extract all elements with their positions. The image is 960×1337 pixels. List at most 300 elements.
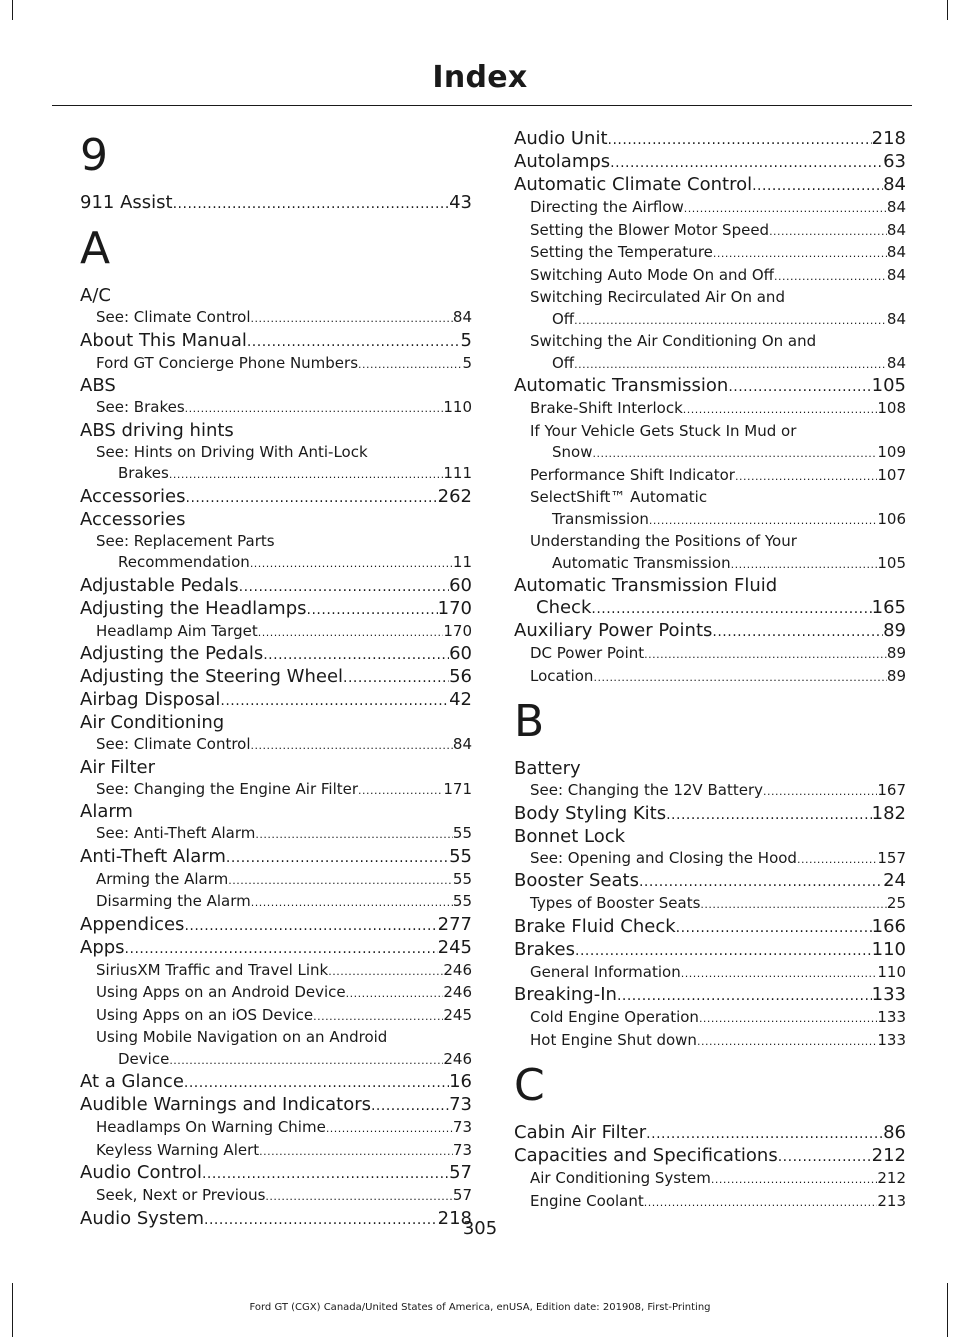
index-entry: [80, 891, 472, 914]
entry-text: SiriusXM Traffic and Travel Link: [96, 960, 329, 979]
dot-leader: [259, 1140, 453, 1163]
index-entry: [80, 666, 472, 689]
index-subentry-wrapped: [514, 487, 906, 531]
dot-leader: [173, 192, 450, 215]
entry-text: Device: [118, 1049, 170, 1068]
entry-text-line1: Switching the Air Conditioning On and: [530, 332, 817, 350]
entry-page-number: 73: [452, 1118, 472, 1136]
section-letter: B: [514, 696, 545, 747]
dot-leader: [169, 1049, 443, 1072]
entry-page-number: 182: [871, 802, 906, 824]
entry-text: Location: [530, 666, 594, 685]
dot-leader: [307, 598, 438, 621]
entry-text-line1: If Your Vehicle Gets Stuck In Mud or: [530, 421, 797, 440]
index-entry: [96, 1049, 472, 1072]
entry-text: Headlamps On Warning Chime: [96, 1118, 326, 1136]
entry-text: Setting the Temperature: [530, 243, 713, 261]
entry-page-number: 84: [452, 308, 472, 326]
index-entry: [80, 330, 472, 353]
entry-page-number: 107: [877, 465, 906, 484]
entry-text: DC Power Point: [530, 644, 645, 662]
entry-text: Brake Fluid Check: [514, 915, 676, 937]
title-divider: [52, 105, 912, 106]
entry-page-number: 165: [871, 597, 906, 618]
index-heading: ABS driving hints: [80, 419, 234, 441]
index-entry: [530, 553, 906, 576]
index-subentry-wrapped: [80, 531, 472, 575]
entry-text: Anti-Theft Alarm: [80, 845, 226, 867]
index-entry: [80, 823, 472, 846]
entry-text: At a Glance: [80, 1071, 184, 1092]
section-letter: A: [80, 223, 111, 274]
index-entry: [514, 197, 906, 220]
dot-leader: [700, 893, 887, 916]
index-entry: [514, 597, 906, 620]
dot-leader: [125, 937, 438, 960]
entry-text: Using Apps on an Android Device: [96, 983, 346, 1001]
entry-text-line1: SelectShift™ Automatic: [530, 488, 708, 506]
index-column-right: [514, 128, 906, 1213]
entry-page-number: 212: [877, 1169, 906, 1187]
dot-leader: [731, 553, 878, 576]
entry-text: Seek, Next or Previous: [96, 1186, 266, 1204]
entry-page-number: 218: [871, 128, 906, 149]
index-entry: [514, 398, 906, 421]
dot-leader: [683, 398, 878, 421]
entry-text: Headlamp Aim Target: [96, 621, 258, 640]
entry-page-number: 245: [437, 936, 472, 958]
index-entry: [80, 779, 472, 802]
entry-text: Transmission: [552, 509, 649, 528]
entry-text: Autolamps: [514, 151, 611, 172]
entry-text: Adjusting the Pedals: [80, 643, 264, 664]
entry-text: Booster Seats: [514, 870, 639, 891]
entry-page-number: 262: [437, 485, 472, 507]
dot-leader: [649, 509, 877, 532]
entry-page-number: 5: [460, 329, 472, 351]
dot-leader: [251, 891, 453, 914]
entry-page-number: 84: [886, 309, 906, 328]
entry-page-number: 277: [437, 913, 472, 935]
dot-leader: [778, 1145, 872, 1168]
entry-page-number: 11: [452, 553, 472, 571]
entry-page-number: 157: [877, 848, 906, 867]
entry-page-number: 55: [452, 892, 472, 910]
index-entry: [514, 1145, 906, 1168]
dot-leader: [371, 1094, 449, 1117]
entry-page-number: 16: [449, 1071, 472, 1092]
dot-leader: [258, 621, 444, 644]
dot-leader: [251, 307, 453, 330]
dot-leader: [184, 1071, 449, 1094]
index-entry: [80, 1162, 472, 1185]
dot-leader: [617, 984, 872, 1007]
entry-page-number: 84: [886, 243, 906, 261]
entry-text-line1: Automatic Transmission Fluid: [514, 575, 778, 596]
index-entry: [514, 265, 906, 288]
entry-text: Types of Booster Seats: [530, 894, 701, 912]
entry-text: Capacities and Specifications: [514, 1145, 778, 1166]
entry-text: 911 Assist: [80, 192, 173, 213]
dot-leader: [608, 128, 872, 151]
entry-page-number: 84: [886, 198, 906, 216]
index-heading: Accessories: [80, 508, 186, 530]
index-entry: [514, 174, 906, 197]
page-title: Index: [432, 60, 528, 95]
index-entry: [80, 1185, 472, 1208]
entry-text: Adjusting the Headlamps: [80, 597, 307, 619]
dot-leader: [769, 220, 887, 243]
index-subentry-wrapped: [80, 1027, 472, 1071]
entry-page-number: 111: [443, 464, 472, 482]
entry-text: Ford GT Concierge Phone Numbers: [96, 353, 359, 372]
entry-page-number: 167: [877, 781, 906, 799]
entry-text: Using Apps on an iOS Device: [96, 1005, 314, 1024]
entry-text: Breaking-In: [514, 984, 617, 1005]
dot-leader: [697, 1030, 877, 1053]
entry-page-number: 84: [886, 220, 906, 239]
dot-leader: [592, 442, 877, 465]
dot-leader: [644, 643, 887, 666]
section-letter: C: [514, 1060, 545, 1111]
index-entry: [514, 666, 906, 689]
dot-leader: [313, 1005, 443, 1028]
entry-text: Audio Unit: [514, 128, 608, 149]
entry-page-number: 5: [462, 353, 472, 372]
index-entry: [96, 552, 472, 575]
index-entry: [530, 509, 906, 532]
dot-leader: [346, 982, 444, 1005]
index-entry: [514, 1191, 906, 1214]
entry-page-number: 246: [443, 983, 472, 1001]
entry-page-number: 133: [871, 984, 906, 1005]
entry-text: Air Conditioning System: [530, 1169, 711, 1187]
index-subentry-wrapped: [514, 287, 906, 331]
dot-leader: [265, 1185, 452, 1208]
entry-page-number: 106: [877, 509, 906, 528]
dot-leader: [774, 265, 887, 288]
index-entry: [80, 621, 472, 644]
entry-text: Directing the Airflow: [530, 198, 684, 216]
entry-text: Hot Engine Shut down: [530, 1030, 697, 1049]
entry-page-number: 246: [443, 960, 472, 979]
index-entry: [514, 939, 906, 962]
entry-text: Arming the Alarm: [96, 869, 229, 888]
entry-page-number: 42: [449, 689, 472, 710]
entry-text: Audio System: [80, 1207, 205, 1229]
entry-page-number: 170: [437, 597, 472, 619]
entry-text-line1: See: Replacement Parts: [96, 531, 275, 550]
entry-text: Airbag Disposal: [80, 689, 221, 710]
dot-leader: [591, 597, 871, 620]
index-entry: [96, 463, 472, 486]
index-entry: [80, 575, 472, 598]
dot-leader: [343, 666, 449, 689]
entry-page-number: 63: [883, 151, 906, 172]
entry-page-number: 109: [877, 443, 906, 461]
entry-text: Keyless Warning Alert: [96, 1140, 260, 1159]
entry-page-number: 89: [886, 644, 906, 662]
entry-text: Accessories: [80, 485, 186, 507]
index-subentry-wrapped: [514, 331, 906, 375]
index-entry: [514, 465, 906, 488]
index-entry: [80, 1140, 472, 1163]
index-entry: [514, 962, 906, 985]
section-letter: 9: [80, 130, 108, 181]
dot-leader: [735, 465, 877, 488]
entry-text: See: Opening and Closing the Hood: [530, 848, 797, 867]
index-entry: [80, 598, 472, 621]
dot-leader: [220, 689, 449, 712]
index-heading: Air Filter: [80, 756, 156, 778]
dot-leader: [646, 1122, 883, 1145]
dot-leader: [728, 375, 871, 398]
entry-text: Performance Shift Indicator: [530, 465, 735, 484]
index-entry: [80, 982, 472, 1005]
index-entry: [80, 1071, 472, 1094]
index-subentry-wrapped: [514, 531, 906, 575]
index-entry: [530, 442, 906, 465]
entry-page-number: 25: [886, 894, 906, 912]
dot-leader: [711, 1168, 878, 1191]
index-entry: [514, 870, 906, 893]
entry-text: General Information: [530, 962, 681, 981]
entry-text: Automatic Transmission: [514, 375, 729, 396]
index-entry: [80, 734, 472, 757]
dot-leader: [752, 174, 883, 197]
entry-page-number: 55: [449, 845, 472, 867]
index-entry: [514, 916, 906, 939]
index-entry: [80, 960, 472, 983]
dot-leader: [797, 848, 877, 871]
dot-leader: [763, 780, 877, 803]
entry-page-number: 105: [871, 375, 906, 396]
crop-mark-top-left: [12, 0, 13, 20]
index-entry: [514, 375, 906, 398]
index-subentry-wrapped: [514, 421, 906, 465]
dot-leader: [328, 960, 443, 983]
entry-page-number: 73: [449, 1094, 472, 1115]
entry-text: See: Climate Control: [96, 735, 251, 753]
entry-text: Check: [536, 597, 592, 618]
dot-leader: [247, 330, 461, 353]
entry-text: Recommendation: [118, 553, 250, 571]
index-subentry-wrapped: [80, 442, 472, 486]
index-entry-wrapped: [514, 575, 906, 620]
entry-text: Switching Auto Mode On and Off: [530, 265, 774, 284]
dot-leader: [326, 1117, 453, 1140]
entry-page-number: 89: [883, 620, 906, 641]
dot-leader: [644, 1191, 878, 1214]
index-entry: [80, 1005, 472, 1028]
entry-text: Disarming the Alarm: [96, 892, 251, 910]
index-entry: [514, 984, 906, 1007]
dot-leader: [639, 870, 883, 893]
entry-page-number: 89: [886, 666, 906, 685]
entry-text: Off: [552, 309, 575, 328]
index-entry: [514, 848, 906, 871]
entry-text: See: Climate Control: [96, 308, 251, 326]
index-entry: [80, 869, 472, 892]
index-entry: [80, 914, 472, 937]
dot-leader: [226, 846, 449, 869]
footer-text: Ford GT (CGX) Canada/United States of America, enUSA, Edition date: 201908, First-Printing: [249, 1302, 711, 1313]
entry-page-number: 84: [886, 353, 906, 372]
entry-page-number: 86: [883, 1122, 906, 1143]
entry-page-number: 84: [883, 174, 906, 195]
entry-text: Engine Coolant: [530, 1191, 644, 1210]
dot-leader: [699, 1007, 877, 1030]
entry-text: Setting the Blower Motor Speed: [530, 220, 770, 239]
index-entry: [80, 689, 472, 712]
index-entry: [80, 397, 472, 420]
index-heading: A/C: [80, 285, 111, 306]
index-entry: [80, 643, 472, 666]
entry-text: Brakes: [118, 464, 169, 482]
index-entry: [514, 242, 906, 265]
entry-page-number: 43: [449, 192, 472, 213]
dot-leader: [712, 620, 883, 643]
entry-page-number: 212: [871, 1145, 906, 1166]
entry-page-number: 55: [452, 869, 472, 888]
crop-mark-top-right: [947, 0, 948, 20]
dot-leader: [184, 914, 437, 937]
entry-page-number: 84: [452, 735, 472, 753]
entry-text: Brakes: [514, 938, 576, 960]
entry-page-number: 170: [443, 621, 472, 640]
index-entry: [80, 1094, 472, 1117]
entry-page-number: 57: [449, 1162, 472, 1183]
entry-text: About This Manual: [80, 329, 247, 351]
dot-leader: [202, 1162, 449, 1185]
dot-leader: [666, 803, 872, 826]
index-entry: [80, 486, 472, 509]
index-entry: [80, 307, 472, 330]
entry-text-line1: Switching Recirculated Air On and: [530, 288, 785, 306]
dot-leader: [228, 869, 453, 892]
index-entry: [514, 1168, 906, 1191]
index-entry: [514, 1122, 906, 1145]
dot-leader: [713, 242, 887, 265]
index-entry: [80, 1117, 472, 1140]
index-entry: [80, 192, 472, 215]
index-entry: [514, 803, 906, 826]
entry-text: Off: [552, 353, 575, 372]
entry-page-number: 166: [871, 915, 906, 937]
entry-text: See: Changing the 12V Battery: [530, 781, 763, 799]
dot-leader: [255, 823, 453, 846]
entry-page-number: 110: [877, 962, 906, 981]
entry-text: Cabin Air Filter: [514, 1122, 647, 1143]
index-heading: ABS: [80, 375, 116, 396]
entry-page-number: 171: [443, 779, 472, 798]
entry-text: Adjusting the Steering Wheel: [80, 666, 344, 687]
entry-text: Auxiliary Power Points: [514, 620, 713, 641]
entry-text: Audible Warnings and Indicators: [80, 1094, 371, 1115]
dot-leader: [185, 397, 444, 420]
index-heading: Alarm: [80, 801, 133, 822]
entry-text: Automatic Climate Control: [514, 174, 753, 195]
entry-text: Appendices: [80, 913, 185, 935]
index-entry: [530, 309, 906, 332]
entry-page-number: 110: [871, 938, 906, 960]
entry-page-number: 57: [452, 1186, 472, 1204]
dot-leader: [574, 309, 887, 332]
entry-page-number: 110: [443, 398, 472, 416]
entry-text: See: Brakes: [96, 398, 185, 416]
dot-leader: [676, 916, 872, 939]
entry-text: See: Changing the Engine Air Filter: [96, 779, 359, 798]
index-entry: [514, 220, 906, 243]
dot-leader: [575, 939, 872, 962]
dot-leader: [358, 353, 462, 376]
entry-text: Adjustable Pedals: [80, 574, 239, 596]
dot-leader: [169, 463, 444, 486]
entry-page-number: 73: [452, 1140, 472, 1159]
entry-page-number: 245: [443, 1005, 472, 1024]
entry-text-line1: Using Mobile Navigation on an Android: [96, 1028, 388, 1046]
page-number: 305: [462, 1218, 498, 1239]
index-heading: Battery: [514, 758, 581, 779]
entry-text: Snow: [552, 443, 593, 461]
entry-text: Automatic Transmission: [552, 553, 731, 572]
dot-leader: [186, 486, 438, 509]
index-entry: [80, 353, 472, 376]
entry-text: Body Styling Kits: [514, 802, 667, 824]
dot-leader: [250, 552, 453, 575]
entry-page-number: 105: [877, 553, 906, 572]
entry-page-number: 55: [452, 824, 472, 842]
dot-leader: [263, 643, 449, 666]
dot-leader: [593, 666, 886, 689]
entry-page-number: 60: [449, 574, 472, 596]
entry-page-number: 133: [877, 1030, 906, 1049]
index-entry: [514, 893, 906, 916]
entry-text: Apps: [80, 936, 125, 958]
entry-text-line1: Understanding the Positions of Your: [530, 532, 797, 550]
entry-page-number: 56: [449, 666, 472, 687]
index-entry: [80, 846, 472, 869]
dot-leader: [239, 575, 449, 598]
index-column-left: [80, 128, 472, 1231]
entry-text: Brake-Shift Interlock: [530, 399, 683, 417]
index-entry: [514, 620, 906, 643]
entry-text: See: Anti-Theft Alarm: [96, 824, 256, 842]
index-entry: [514, 128, 906, 151]
index-entry: [530, 353, 906, 376]
entry-text-line1: See: Hints on Driving With Anti-Lock: [96, 442, 368, 461]
entry-page-number: 213: [877, 1191, 906, 1210]
dot-leader: [610, 151, 883, 174]
index-entry: [514, 1007, 906, 1030]
entry-page-number: 133: [877, 1008, 906, 1026]
index-entry: [514, 780, 906, 803]
index-entry: [514, 643, 906, 666]
dot-leader: [574, 353, 887, 376]
entry-page-number: 84: [886, 265, 906, 284]
entry-page-number: 60: [449, 643, 472, 664]
entry-page-number: 218: [437, 1207, 472, 1229]
index-entry: [514, 1030, 906, 1053]
index-entry: [80, 937, 472, 960]
entry-text: Audio Control: [80, 1162, 202, 1183]
index-heading: Bonnet Lock: [514, 825, 626, 847]
dot-leader: [684, 197, 887, 220]
dot-leader: [681, 962, 878, 985]
entry-page-number: 108: [877, 399, 906, 417]
index-entry: [514, 151, 906, 174]
dot-leader: [251, 734, 453, 757]
